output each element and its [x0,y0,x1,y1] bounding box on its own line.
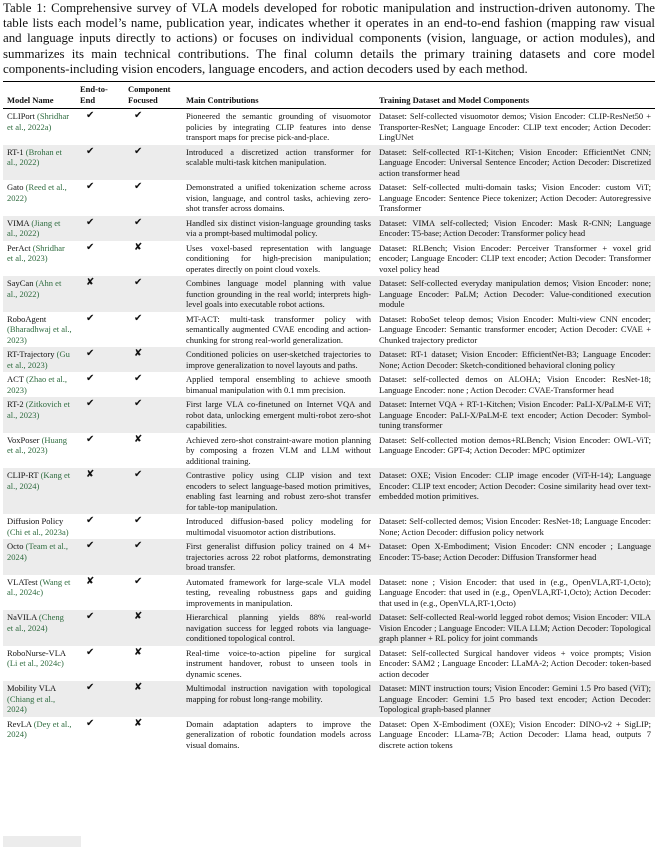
main-contribution-cell: First large VLA co-finetuned on Internet VQA and robot data, unlocking emergent multi-robot zero-shot capabilities. [182,397,375,433]
main-contribution-cell: Handled six distinct vision-language grounding tasks via a prompt-based multimodal policy. [182,216,375,241]
end-to-end-mark: ✔ [86,110,95,121]
model-name-cell [3,397,76,433]
model-name-cell [3,681,76,717]
table-row [3,575,655,611]
table-row [3,681,655,717]
training-dataset-cell: Dataset: none ; Vision Encoder: that used in (e.g., OpenVLA,RT-1,Octo); Language Encoder: that used in (e.g., OpenVLA,RT-1,Octo); Action Decoder: that used in (e.g., OpenVLA,RT-1,Octo) [379,576,651,608]
citation-link[interactable]: (Jiang et al., 2022) [7,217,61,238]
table-row [3,717,655,753]
component-focused-mark: ✔ [124,216,182,241]
model-name: CLIPort [7,111,35,121]
end-to-end-mark: ✔ [76,610,124,646]
component-focused-mark: ✘ [134,717,143,729]
training-dataset-cell: Dataset: Self-collected motion demos+RLBench; Vision Encoder: OWL-ViT; Language Encoder: GPT-4; Action Decoder: MPC optimizer [379,434,651,455]
table-row [3,216,655,241]
training-dataset-cell: Dataset: VIMA self-collected; Vision Encoder: Mask R-CNN; Language Encoder: T5-base; Action Decoder: Transformer policy head [375,216,655,241]
model-name: CLIP-RT [7,470,39,480]
training-dataset-cell: Dataset: Self-collected everyday manipulation demos; Vision Encoder: none; Language Encoder: PaLM; Action Decoder: Value-conditioned execution module [375,276,655,312]
main-contribution-cell: Achieved zero-shot constraint-aware motion planning by composing a frozen VLM and LLM without additional training. [186,434,371,466]
citation-link[interactable]: (Zitkovich et al., 2023) [7,399,70,420]
header-component-focused: Component Focused [124,82,182,109]
citation-link[interactable]: (Brohan et al., 2022) [7,146,62,167]
component-focused-mark: ✔ [134,373,143,384]
table-row [3,109,655,145]
training-dataset-cell: Dataset: Self-collected visuomotor demos; Vision Encoder: CLIP-ResNet50 + Transporter-ResNet; Language Encoder: CLIP text encoder; Action Decoder: LingUNet [379,111,651,142]
model-name-cell [3,646,76,682]
main-contribution-cell: Hierarchical planning yields 88% real-world navigation success for legged robots via language-conditioned topological control. [182,610,375,646]
training-dataset-cell: Dataset: Open X-Embodiment (OXE); Vision Encoder: DINO-v2 + SigLIP; Language Encoder: LLama-7B; Action Decoder: Llama head, outputs 7 discrete action tokens [379,718,651,750]
component-focused-mark: ✔ [134,575,143,587]
model-name-cell [3,717,76,753]
model-name-cell [3,610,76,646]
main-contribution-cell: Introduced a discretized action transformer for scalable multi-task kitchen manipulation. [182,145,375,181]
citation-link[interactable]: (Gu et al., 2023) [7,349,70,370]
table-header-row [3,82,655,109]
model-name: VLATest [7,576,38,587]
component-focused-mark: ✔ [124,276,182,312]
component-focused-mark: ✔ [134,181,143,192]
table-row [3,372,655,397]
training-dataset-cell: Dataset: Self-collected demos; Vision Encoder: ResNet-18; Language Encoder: None; Action Decoder: diffusion policy network [379,516,651,537]
table-body [3,109,655,753]
component-focused-mark: ✔ [124,145,182,181]
component-focused-mark: ✘ [134,646,143,658]
main-contribution-cell: Uses voxel-based representation with language conditioning for high-precision manipulation; operates directly on point cloud voxels. [186,242,371,274]
table-row [3,539,655,575]
citation-link[interactable]: (Shridhar et al., 2022a) [7,111,70,132]
main-contribution-cell: Combines language model planning with value function grounding in the real world; interprets high-level goals into executable robot actions. [182,276,375,312]
model-name-cell [3,109,76,145]
model-name: Diffusion Policy [7,516,64,526]
main-contribution-cell: Demonstrated a unified tokenization scheme across vision, language, and control tasks, achieving zero-shot transfer across domains. [186,182,371,213]
model-name: VoxPoser [7,434,40,445]
component-focused-mark: ✘ [124,347,182,372]
component-focused-mark: ✘ [134,241,143,253]
table-row [3,276,655,312]
model-name-cell [3,433,76,469]
model-name-cell [3,276,76,312]
main-contribution-cell: Automated framework for large-scale VLA model testing, revealing robustness gaps and guiding improvements in manipulation. [186,576,371,608]
model-name-cell [3,372,76,397]
vla-survey-table [3,81,655,752]
end-to-end-mark: ✔ [86,717,95,729]
model-name: ACT [7,374,24,384]
end-to-end-mark: ✔ [86,241,95,253]
training-dataset-cell: Dataset: Open X-Embodiment; Vision Encoder: CNN encoder ; Language Encoder: T5-base; Action Decoder: Diffusion Transformer head [375,539,655,575]
model-name: RevLA [7,718,32,729]
model-name-cell [3,180,76,216]
main-contribution-cell: Domain adaptation adapters to improve the generalization of robotic foundation models across visual domains. [186,718,371,750]
citation-link[interactable]: (Shridhar et al., 2023) [7,242,65,263]
citation-link[interactable]: (Chi et al., 2023a) [7,526,69,537]
component-focused-mark: ✔ [124,468,182,514]
model-name-cell [3,312,76,348]
model-name: PerAct [7,242,31,253]
component-focused-mark: ✔ [124,539,182,575]
citation-link[interactable]: (Kang et al., 2024) [7,470,71,491]
model-name-cell [3,514,76,539]
component-focused-mark: ✘ [124,610,182,646]
model-name: RoboAgent [7,313,47,324]
end-to-end-mark: ✘ [86,575,95,587]
main-contribution-cell: Contrastive policy using CLIP vision and text encoders to select language-based motion primitives, enabling fast learning and robust zero-shot transfer for table-top manipulation. [182,468,375,514]
main-contribution-cell: MT-ACT: multi-task transformer policy with semantically augmented CVAE encoding and action-chunking for strong real-world generalization. [186,313,371,345]
main-contribution-cell: First generalist diffusion policy trained on 4 M+ trajectories across 22 robot platforms, demonstrating broad transfer. [182,539,375,575]
end-to-end-mark: ✔ [86,433,95,445]
table-row [3,397,655,433]
end-to-end-mark: ✔ [86,515,95,526]
citation-link[interactable]: (Dey et al., 2024) [7,718,72,739]
component-focused-mark: ✘ [134,433,143,445]
citation-link[interactable]: (Team et al., 2024) [7,541,69,562]
citation-link[interactable]: (Zhao et al., 2023) [7,374,68,395]
table-row [3,347,655,372]
citation-link[interactable]: (Wang et al., 2024c) [7,576,71,597]
end-to-end-mark: ✔ [76,681,124,717]
end-to-end-mark: ✔ [76,145,124,181]
table-row [3,180,655,216]
table-row [3,610,655,646]
model-name: NaVILA [7,612,37,622]
end-to-end-mark: ✔ [86,373,95,384]
model-name: Mobility VLA [7,683,56,693]
main-contribution-cell: Pioneered the semantic grounding of visuomotor policies by integrating CLIP features into dense transport maps for precise pick-and-place. [186,111,371,142]
header-training-dataset: Training Dataset and Model Components [375,82,655,109]
model-name: RT-1 [7,146,24,157]
main-contribution-cell: Introduced diffusion-based policy modeling for multimodal visuomotor action distributions. [186,516,371,537]
model-name-cell [3,539,76,575]
table-row [3,514,655,539]
training-dataset-cell: Dataset: Self-collected RT-1-Kitchen; Vision Encoder: EfficientNet CNN; Language Encoder: Universal Sentence Encoder; Action Decoder: Discretized action transformer head [375,145,655,181]
end-to-end-mark: ✔ [86,312,95,324]
table-row [3,468,655,514]
training-dataset-cell: Dataset: self-collected demos on ALOHA; Vision Encoder: ResNet-18; Language Encoder: none ; Action Decoder: CVAE-Transformer head [379,374,651,395]
table-row [3,145,655,181]
end-to-end-mark: ✔ [76,216,124,241]
training-dataset-cell: Dataset: RoboSet teleop demos; Vision Encoder: Multi-view CNN encoder; Language Encoder: Semantic transformer encoder; Action Decoder: CVAE + Chunked trajectory predictor [379,313,651,345]
table-caption: Table 1: Comprehensive survey of VLA models developed for robotic manipulation and instruction-driven autonomy. The table lists each model’s name, publication year, indicates whether it operates in an end-to-end fashion (mapping raw visual and language inputs directly to actions) or focuses on individual components (vision, language, or action modules), and summarizes its main technical contributions. The final column details the primary training datasets and core model components-including vision encoders, language encoders, and action decoders used by each method. [3,1,655,76]
table-row [3,241,655,277]
citation-link[interactable]: (Bharadhwaj et al., 2023) [7,324,72,345]
training-dataset-cell: Dataset: OXE; Vision Encoder: CLIP image encoder (ViT-H-14); Language Encoder: CLIP text encoder; Action Decoder: Cosine similarity head over text-embedded motion primitives. [375,468,655,514]
training-dataset-cell: Dataset: Self-collected multi-domain tasks; Vision Encoder: custom ViT; Language Encoder: Sentence Piece tokenizer; Action Decoder: Autoregressive Transformer [379,182,651,213]
citation-link[interactable]: (Cheng et al., 2024) [7,612,64,633]
end-to-end-mark: ✘ [76,468,124,514]
component-focused-mark: ✘ [124,681,182,717]
table-row [3,646,655,682]
main-contribution-cell: Conditioned policies on user-sketched trajectories to improve generalization to novel layouts and paths. [182,347,375,372]
end-to-end-mark: ✘ [76,276,124,312]
component-focused-mark: ✔ [134,515,143,526]
component-focused-mark: ✔ [134,110,143,121]
citation-link[interactable]: (Reed et al., 2022) [7,182,67,203]
citation-link[interactable]: (Li et al., 2024c) [7,658,64,668]
citation-link[interactable]: (Ahn et al., 2022) [7,278,62,299]
model-name-cell [3,347,76,372]
table-footer-shade [3,836,81,847]
end-to-end-mark: ✔ [76,397,124,433]
training-dataset-cell: Dataset: RLBench; Vision Encoder: Perceiver Transformer + voxel grid encoder; Language Encoder: CLIP text encoder; Action Decoder: Transformer voxel policy head [379,242,651,274]
table-row [3,312,655,348]
table-row [3,433,655,469]
main-contribution-cell: Multimodal instruction navigation with topological mapping for robust long-range mobility. [182,681,375,717]
header-main-contributions: Main Contributions [182,82,375,109]
model-name-cell [3,145,76,181]
model-name: Gato [7,182,24,192]
citation-link[interactable]: (Chiang et al., 2024) [7,693,56,714]
component-focused-mark: ✔ [124,397,182,433]
model-name-cell [3,216,76,241]
training-dataset-cell: Dataset: RT-1 dataset; Vision Encoder: EfficientNet-B3; Language Encoder: None; Action Decoder: Sketch-conditioned behavioral cloning policy [375,347,655,372]
model-name: RT-Trajectory [7,349,55,359]
model-name-cell [3,241,76,277]
model-name: SayCan [7,278,34,288]
model-name-cell [3,468,76,514]
end-to-end-mark: ✔ [86,646,95,658]
model-name: Octo [7,541,24,551]
model-name: RoboNurse-VLA [7,647,66,658]
model-name: VIMA [7,217,30,228]
training-dataset-cell: Dataset: MINT instruction tours; Vision Encoder: Gemini 1.5 Pro based (ViT); Language Encoder: Gemini 1.5 Pro based text encoder; Action Decoder: Topological graph-based planner [375,681,655,717]
model-name-cell [3,575,76,611]
training-dataset-cell: Dataset: Internet VQA + RT-1-Kitchen; Vision Encoder: PaLI-X/PaLM-E ViT; Language Encoder: PaLI-X/PaLM-E text encoder; Action Decoder: Symbol-tuning transformer [375,397,655,433]
end-to-end-mark: ✔ [76,539,124,575]
end-to-end-mark: ✔ [86,181,95,192]
component-focused-mark: ✔ [134,312,143,324]
header-model-name: Model Name [3,82,76,109]
model-name: RT-2 [7,399,24,409]
citation-link[interactable]: (Huang et al., 2023) [7,434,68,455]
training-dataset-cell: Dataset: Self-collected Surgical handover videos + voice prompts; Vision Encoder: SAM2 ; Language Encoder: LLaMA-2; Action Decoder: token-based action decoder [379,647,651,679]
main-contribution-cell: Applied temporal ensembling to achieve smooth bimanual manipulation with 0.1 mm precision. [186,374,371,395]
end-to-end-mark: ✔ [76,347,124,372]
main-contribution-cell: Real-time voice-to-action pipeline for surgical instrument handover, robust to unseen tools in dynamic scenes. [186,647,371,679]
header-end-to-end: End-to-End [76,82,124,109]
training-dataset-cell: Dataset: Self-collected Real-world legged robot demos; Vision Encoder: VILA Vision Encoder ; Language Encoder: VILA LLM; Action Decoder: Topological graph planner + RL policy for joint commands [375,610,655,646]
